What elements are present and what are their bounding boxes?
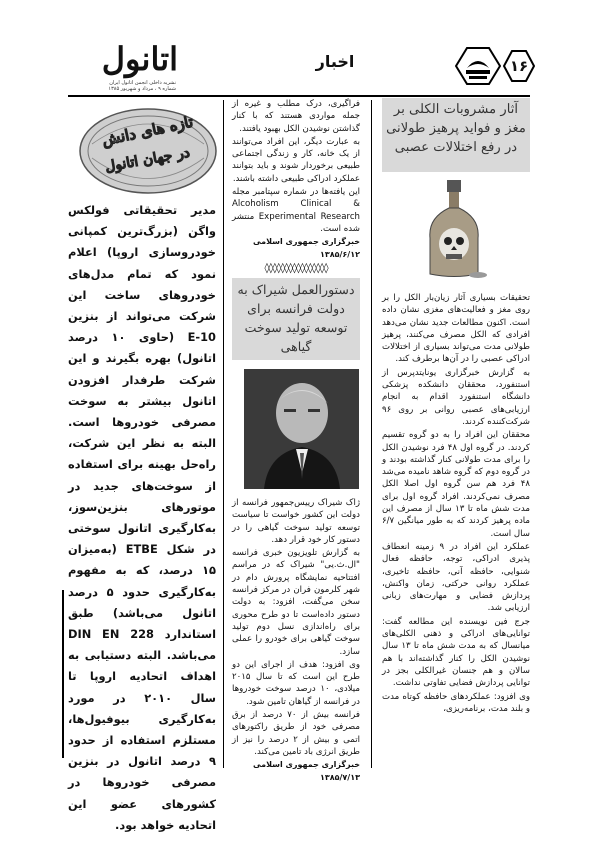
- ethanol-logo-icon: [455, 46, 501, 86]
- skull-bottle-image: [418, 178, 490, 280]
- page-number-badge: [503, 50, 535, 82]
- column-rule-right: [371, 100, 372, 768]
- article1-paragraph: به گزارش خبرگزاری یونایتدپرس از استنفورد، محققان دانشکده پزشکی دانشگاه استنفورد اقدام به انجام ارزیابی‌های عصبی روانی بر روی ۹۶ شرکت‌کننده کردند.: [382, 367, 530, 427]
- header-rule: [68, 95, 530, 97]
- article2-headline: دستورالعمل شیراک به دولت فرانسه برای توسعه تولید سوخت گیاهی: [232, 278, 360, 360]
- article1-byline: خبرگزاری جمهوری اسلامی ۱۳۸۵/۶/۱۲: [253, 237, 360, 259]
- masthead-subtitle: [68, 80, 176, 92]
- sidebar-news: مدیر تحقیقاتی فولکس واگن (بزرگ‌ترین کمپانی خودروسازی اروپا) اعلام نمود که تمام مدل‌های خودروهای ساخت این شرکت می‌تواند از بنزین E-10 (حاوی ۱۰ درصد اتانول) بهره بگیرند و این شرکت طرفدار افزودن اتانول بیشتر به سوخت مصرفی خودروها است. البته به نظر این شرکت، راه‌حل بهینه برای استفاده از سوخت‌های جدید در موتورهای بنزین‌سوز، به‌کارگیری اتانول سوختی در شکل ETBE (به‌میزان ۱۵ درصد، که به مفهوم به‌کارگیری حدود ۵ درصد اتانول می‌باشد) طبق استاندارد DIN EN 228 می‌باشد. البته دستیابی به اهداف اتحادیه اروپا تا سال ۲۰۱۰ در مورد به‌کارگیری بیوفیول‌ها، مستلزم استفاده از حدود ۹ درصد اتانول در بنزین مصرفی خودروها در کشورهای عضو این اتحادیه خواهد بود.: [68, 203, 216, 832]
- masthead-subtitle-line1: نشریه داخلی انجمن اتانول ایران: [109, 80, 176, 86]
- article2-paragraph: به گزارش تلویزیون خبری فرانسه "ال.ث.یی" شیراک که در مراسم افتتاحیه نمایشگاه پرورش دام در شهر کلرمون فران در مرکز فرانسه سخن می‌گفت، افزود: به دولت دستور داده‌است تا دو طرح محوری برای راه‌اندازی نسل دوم تولید سوخت گیاهی برای خودرو را عملی سازد.: [232, 548, 360, 657]
- chirac-photo: [244, 369, 359, 489]
- article1-paragraph: محققان این افراد را به دو گروه تقسیم کردند. در گروه اول ۴۸ فرد نوشیدن الکل را برای مدت طولانی کنار گذاشته بودند و در گروه دوم که گروه شاهد نامیده می‌شد ۴۸ فرد هم سن گروه اول اصلا الکل مصرف نمی‌کردند. افراد گروه اول برای مدت شش ماه تا ۱۳ سال از مصرف این ماده پرهیز کردند که به طور میانگین ۶/۷ سال است.: [382, 430, 530, 539]
- article1-continuation: [232, 98, 360, 261]
- article1-headline: آثار مشروبات الکلی بر مغز و فواید پرهیز طولانی در رفع اختلالات عصبی: [382, 98, 530, 172]
- column-rule-left: [223, 100, 224, 768]
- stamp-line1: تازه های دانش: [100, 112, 195, 150]
- article1-cont-paragraph: به عبارت دیگر، این افراد می‌توانند از یک خانه، کار و زندگی اجتماعی طبیعی برخوردار شوند و باید بتوانند عملکرد ادراکی طبیعی داشته باشند.: [232, 136, 360, 184]
- masthead-title: اتانول: [101, 40, 178, 78]
- article2-paragraph: فرانسه بیش از ۷۰ درصد از برق مصرفی خود از طریق راکتورهای اتمی و بیش از ۲ درصد را نیز از طریق انرژی باد تامین می‌کند.: [232, 710, 361, 757]
- article2-body: [232, 497, 360, 784]
- masthead: [68, 40, 178, 96]
- page-number: ۱۶: [509, 57, 529, 75]
- article2-paragraph: وی افزود: هدف از اجرای این دو طرح این است که تا سال ۲۰۱۵ میلادی، ۱۰ درصد سوخت خودروها در فرانسه از گیاهان تامین شود.: [232, 659, 361, 707]
- article2-paragraph: ژاک شیراک رییس‌جمهور فرانسه از دولت این کشور خواست تا سیاست توسعه تولید سوخت گیاهی را در دستور کار خود قرار دهد.: [232, 498, 360, 545]
- sidebar-bracket: [62, 590, 70, 758]
- article1-paragraph: عملکرد این افراد در ۹ زمینه انعطاف پذیری ادراکی، توجه، حافظه فعال شنوایی، حافظه آنی، حافظه تاخیری، عملکرد روانی حرکتی، زمان واکنش، پردازش فضایی و مهارت‌های زبانی ارزیابی شد.: [382, 541, 531, 614]
- article1-paragraph: تحقیقات بسیاری آثار زیان‌بار الکل را بر روی مغز و فعالیت‌های مغزی نشان داده است. اکنون مطالعات جدید نشان می‌دهد افرادی که الکل مصرف می‌کنند، پرهیز طولانی مدت می‌تواند بسیاری از اختلالات ادراکی عصبی را در آن‌ها برطرف کند.: [382, 293, 530, 365]
- article1-cont-paragraph: این یافته‌ها در شماره سپتامبر مجله Alcoholism Clinical & Experimental Research منتشر شده است.: [232, 187, 360, 234]
- article1-paragraph: وی افزود: عملکردهای حافظه کوتاه مدت و بلند مدت، برنامه‌ریزی،: [382, 691, 530, 714]
- article1-cont-paragraph: فراگیری، درک مطلب و غیره از جمله مواردی هستند که با کنار گذاشتن نوشیدن الکل بهبود یافتند.: [232, 99, 360, 134]
- article2-byline: خبرگزاری جمهوری اسلامی ۱۳۸۵/۷/۱۳: [253, 760, 360, 782]
- article1-body: [382, 292, 530, 716]
- article1-paragraph: جرج فین نویسنده این مطالعه گفت: توانایی‌های ادراکی و ذهنی الکلی‌های میانسال که به مدت شش ماه تا ۱۳ سال نوشیدن الکل را کنار گذاشته‌اند با هم سالان و هم جنسان غیرالکلی بجز در توانایی پردازش فضایی تفاوتی نداشت.: [382, 616, 531, 689]
- stamp-line2: در جهان اتانول: [103, 144, 192, 176]
- separator-diamonds: ◊◊◊◊◊◊◊◊◊◊◊◊◊◊◊◊: [264, 263, 328, 274]
- news-stamp-logo: [70, 104, 220, 196]
- section-title: اخبار: [315, 52, 355, 71]
- masthead-subtitle-line2: شماره ۹ ، مرداد و شهریور ۱۳۸۵: [108, 86, 176, 92]
